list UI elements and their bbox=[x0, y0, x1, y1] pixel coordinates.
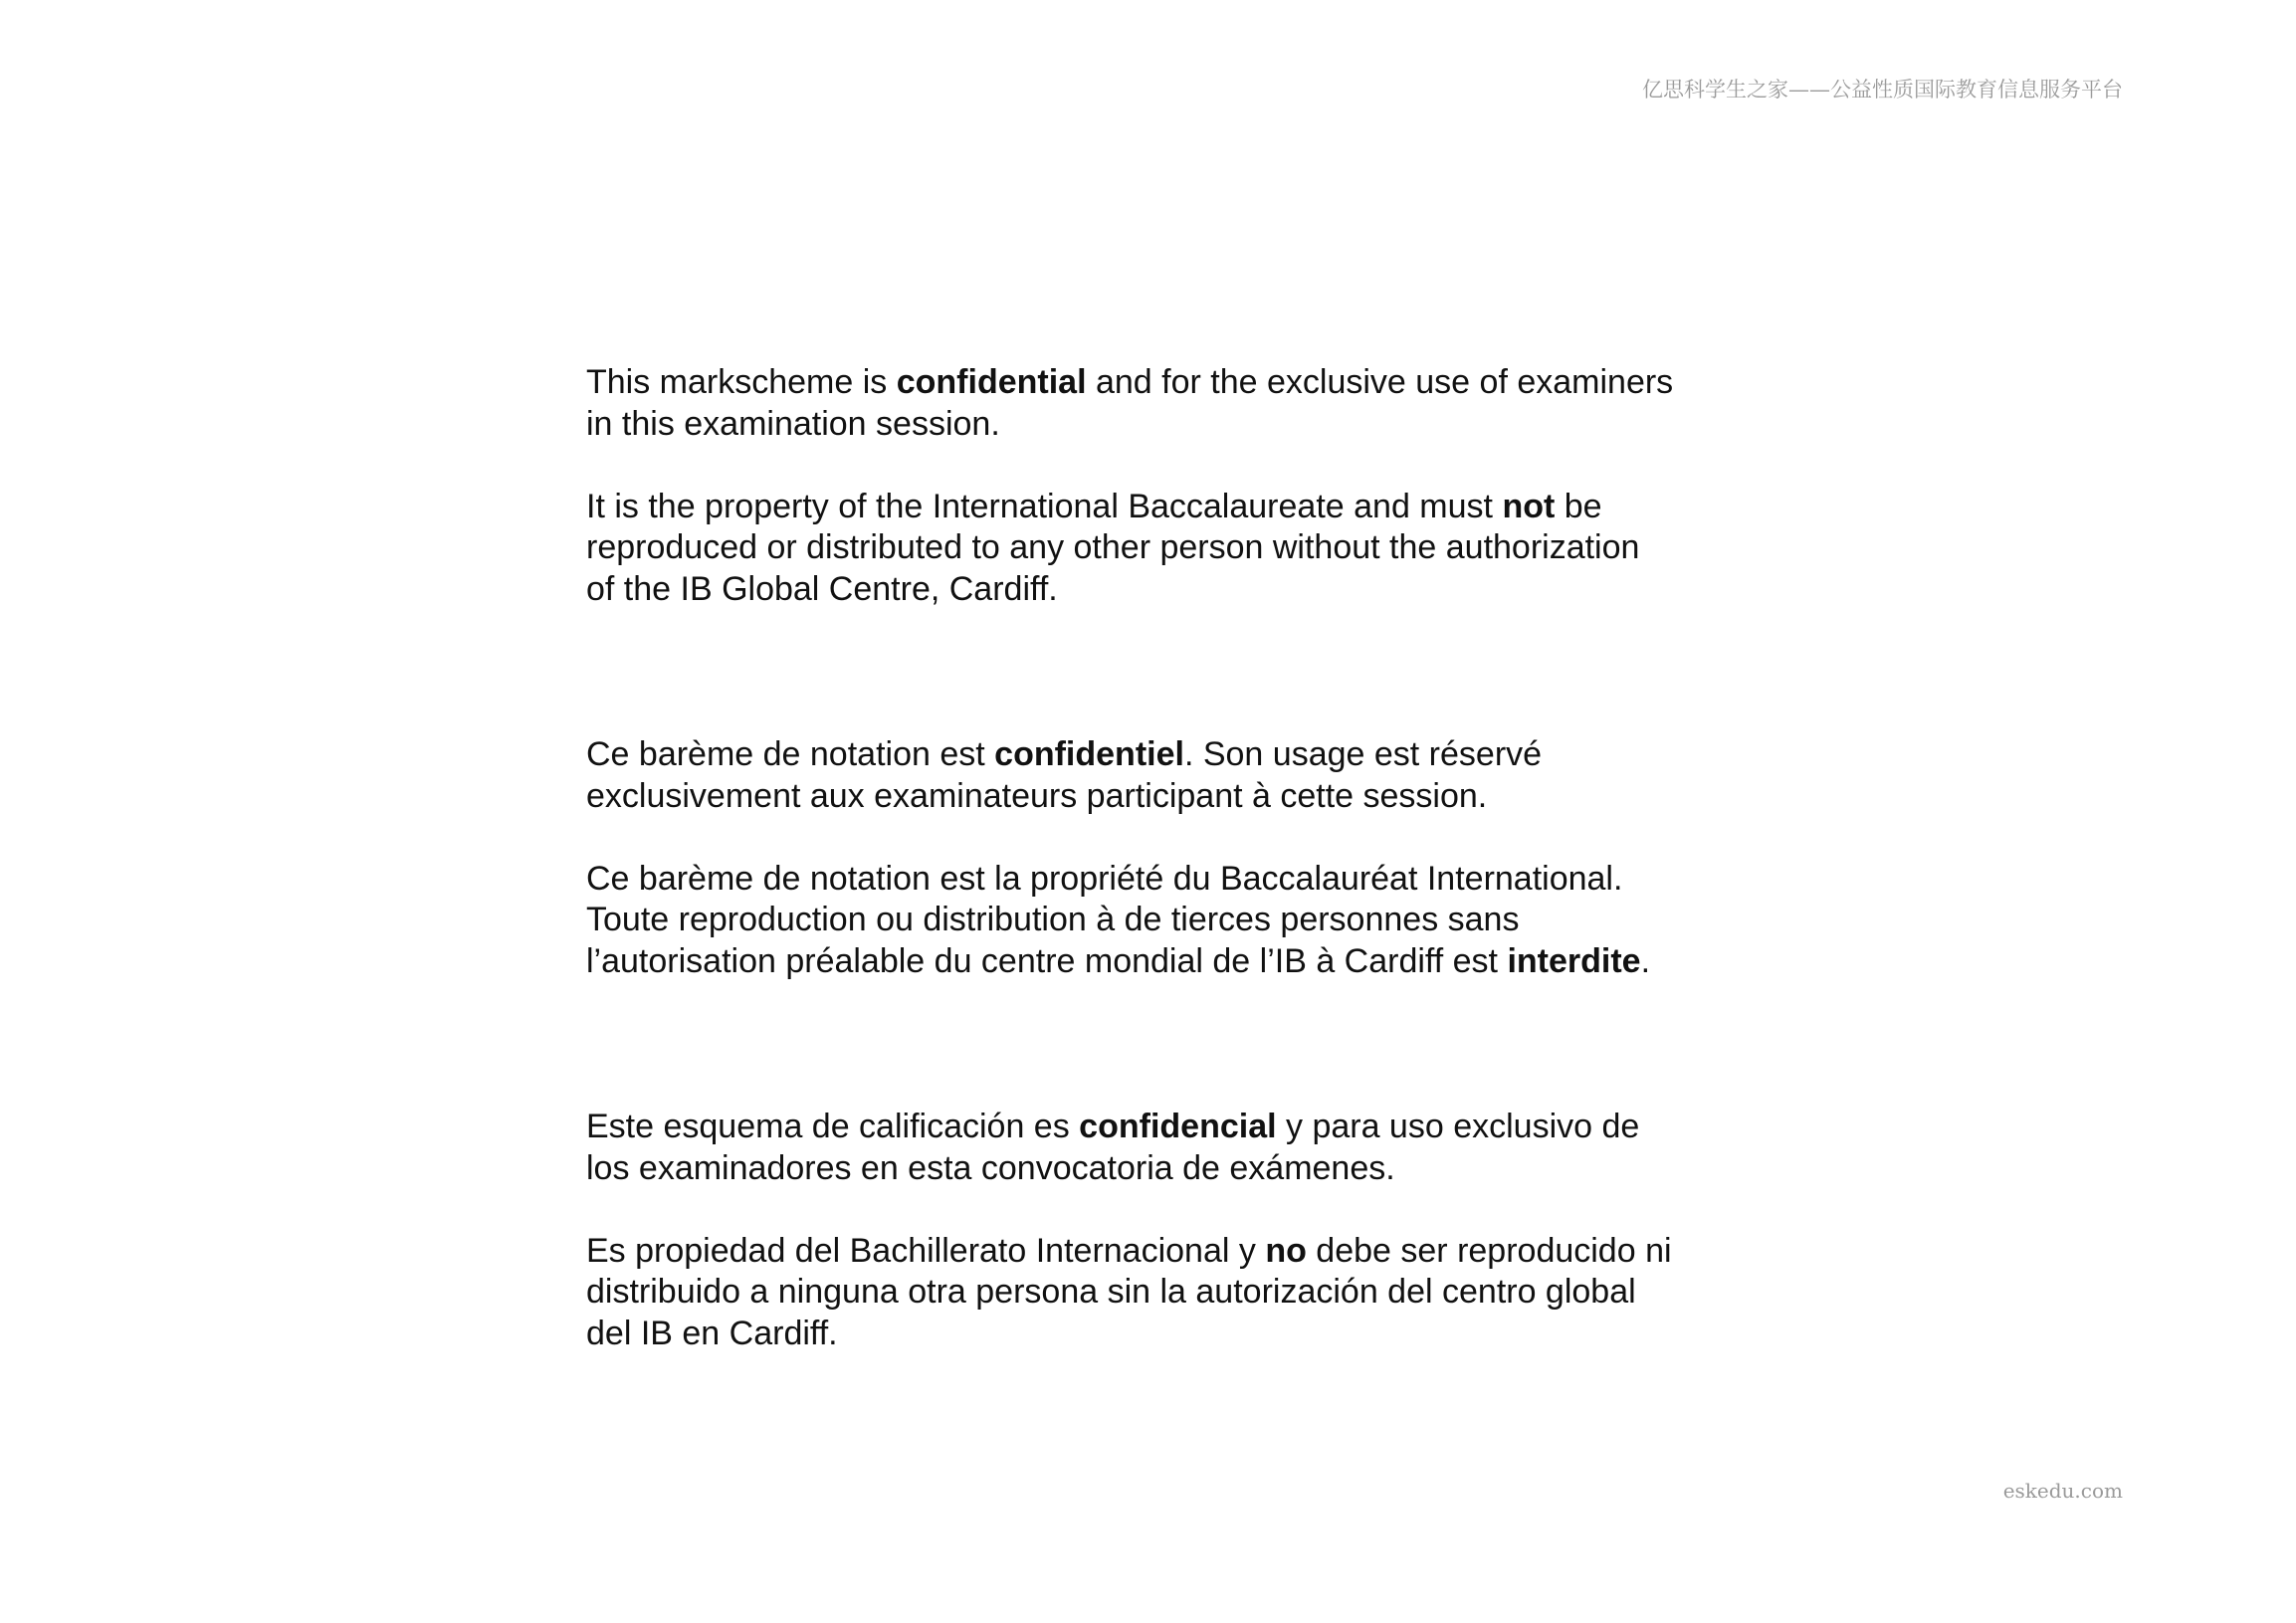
bold-no: no bbox=[1265, 1231, 1307, 1270]
bold-confidential: confidential bbox=[896, 363, 1087, 401]
french-confidential-paragraph bbox=[586, 734, 1780, 817]
text-line: Toute reproduction ou distribution à de tierces personnes sans bbox=[586, 901, 1520, 938]
header-watermark: 亿思科学生之家——公益性质国际教育信息服务平台 bbox=[1642, 78, 2123, 101]
text-line: reproduced or distributed to any other person without the authorization bbox=[586, 528, 1640, 566]
spanish-property-paragraph bbox=[586, 1231, 1780, 1355]
text-line: Ce barème de notation est la propriété du Baccalauréat International. bbox=[586, 859, 1623, 898]
footer-watermark: eskedu.com bbox=[2002, 1479, 2123, 1503]
text-line: in this examination session. bbox=[586, 404, 1000, 443]
english-confidential-paragraph bbox=[586, 362, 1780, 445]
text-line: l’autorisation préalable du centre mondial de l’IB à Cardiff est interdite. bbox=[586, 941, 1651, 980]
bold-interdite: interdite bbox=[1507, 941, 1641, 980]
bold-confidencial: confidencial bbox=[1079, 1108, 1277, 1145]
text-line: exclusivement aux examinateurs participant à cette session. bbox=[586, 776, 1488, 815]
french-property-paragraph bbox=[586, 859, 1780, 983]
text-line: Ce barème de notation est confidentiel. Son usage est réservé bbox=[586, 735, 1543, 773]
text-line: Este esquema de calificación es confidencial y para uso exclusivo de bbox=[586, 1108, 1640, 1145]
bold-not: not bbox=[1502, 487, 1556, 525]
confidentiality-notice bbox=[586, 362, 1780, 1354]
text-line: Es propiedad del Bachillerato Internacional y no debe ser reproducido ni bbox=[586, 1231, 1672, 1270]
text-line: It is the property of the International Baccalaureate and must not be bbox=[586, 487, 1602, 525]
text-line: del IB en Cardiff. bbox=[586, 1314, 838, 1352]
bold-confidentiel: confidentiel bbox=[994, 735, 1184, 773]
english-property-paragraph bbox=[586, 487, 1780, 611]
text-line: distribuido a ninguna otra persona sin la autorización del centro global bbox=[586, 1273, 1636, 1311]
text-line: This markscheme is confidential and for the exclusive use of examiners bbox=[586, 363, 1674, 401]
text-line: of the IB Global Centre, Cardiff. bbox=[586, 569, 1058, 608]
text-line: los examinadores en esta convocatoria de exámenes. bbox=[586, 1148, 1395, 1187]
spanish-confidential-paragraph bbox=[586, 1107, 1780, 1189]
